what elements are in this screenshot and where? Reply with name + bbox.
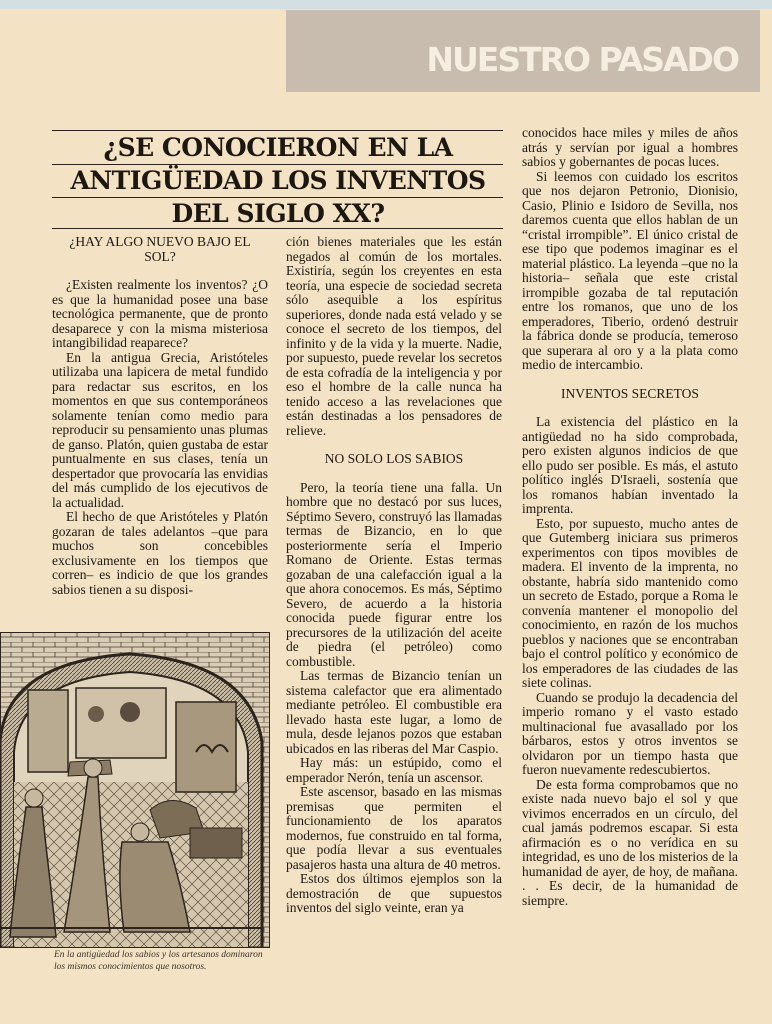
column-1-subhead: ¿HAY ALGO NUEVO BAJO EL SOL? [69,235,251,264]
column-1-paragraph: ¿Existen realmente los inventos? ¿O es que la humanidad posee una base tecnológica permanente, que de pronto desaparece y con la misma misteriosa intangibilidad reaparece? [52,277,268,350]
column-3 [522,126,738,986]
column-3-paragraph: Si leemos con cuidado los escritos que nos dejaron Petronio, Dionisio, Casio, Plinio e Isidoro de Sevilla, nos daremos cuenta que ellos hablan de un “cristal irrompible”. El único cristal de ese tipo que podemos imaginar es el material plástico. La leyenda –que no la historia– señala que este cristal irrompible gozaba de tal reputación entre los romanos, que uno de los emperadores, Tiberio, ordenó destruir la fábrica donde se producía, temeroso que superara al oro y a la plata como medio de intercambio. [522,168,738,372]
column-2-paragraph: Este ascensor, basado en las mismas premisas que permiten el funcionamiento de los aparatos modernos, fue construido en tal forma, que podía llevar a sus eventuales pasajeros hasta una altura de 40 metros. [286,784,502,872]
section-band [286,10,760,92]
headline-line-1: ¿SE CONOCIERON EN LA [103,133,453,162]
column-2-paragraph: Pero, la teoría tiene una falla. Un hombre que no destacó por sus luces, Séptimo Severo, construyó las llamadas termas de Bizancio, en lo que posteriormente sería el Imperio Romano de Oriente. Estas termas gozaban de una calefacción igual a la que ahora conocemos. Es más, Séptimo Severo, de acuerdo a la historia conocida puede figurar entre los precursores de la utilización del aceite de piedra (el petróleo) como combustible. [286,479,502,669]
column-2-paragraph: Estos dos últimos ejemplos son la demostración de que supuestos inventos del siglo veinte, eran ya [286,871,502,915]
section-title: NUESTRO PASADO [426,40,738,79]
illustration-caption: En la antigüedad los sabios y los artesanos dominaron los mismos conocimientos que nosotros. [54,950,263,972]
column-1-paragraph: El hecho de que Aristóteles y Platón gozaran de tales adelantos –que para muchos son concebibles exclusivamente en los tiempos que corren– es indicio de que los grandes sabios tienen a su disposi- [52,509,268,597]
headline-line-2: ANTIGÜEDAD LOS INVENTOS [70,166,486,195]
column-1 [52,235,268,632]
column-3-paragraph: La existencia del plástico en la antigüedad no ha sido comprobada, pero existen algunos indicios de que ello pudo ser posible. Es más, el astuto político inglés D'Israeli, sostenía que los romanos habían inventado la imprenta. [522,414,738,516]
column-2-subhead: NO SOLO LOS SABIOS [324,451,464,466]
headline-line-3: DEL SIGLO XX? [171,199,385,228]
column-3-paragraph: De esta forma comprobamos que no existe nada nuevo bajo el sol y que vivimos encerrados en un círculo, del cual jamás podremos escapar. Si esta afirmación es o no verídica en su integridad, es uno de los misterios de la humanidad de ayer, de hoy, de mañana. . . Es decir, de la humanidad de siempre. [522,776,738,908]
column-2 [286,235,502,987]
column-2-paragraph: Las termas de Bizancio tenían un sistema calefactor que era alimentado mediante petróleo. El combustible era llevado hasta este lugar, a lomo de mula, desde lejanos pozos que estaban ubicados en las riberas del Mar Caspio. [286,668,502,756]
article-headline [48,131,508,230]
column-3-paragraph: conocidos hace miles y miles de años atrás y servían por igual a hombres sabios y gobernantes de pocas luces. [522,126,738,169]
column-2-intro: ción bienes materiales que les están negados al común de los mortales. Existiría, según los creyentes en esta teoría, una especie de sociedad secreta sólo asequible a los espíritus superiores, donde nada está velado y se conoce el secreto de los tiempos, del infinito y de la vida y la muerte. Nadie, por supuesto, puede revelar los secretos de esta cofradía de la inteligencia y por eso el hombre de la calle nunca ha tenido acceso a las revelaciones que están destinadas a los pensadores de relieve. [286,235,502,438]
column-3-paragraph: Esto, por supuesto, mucho antes de que Gutemberg iniciara sus primeros experimentos con tipos movibles de madera. El invento de la imprenta, no obstante, habría sido mantenido como un secreto de Estado, porque a Roma le convenía mantener el monopolio del conocimiento, en razón de los muchos pueblos y naciones que se encontraban bajo el control político y económico de los emperadores de las ciudades de las siete colinas. [522,515,738,690]
page-top-edge [0,0,772,9]
column-3-subhead: INVENTOS SECRETOS [561,385,699,401]
column-1-paragraph: En la antigua Grecia, Aristóteles utilizaba una lapicera de metal fundido para redactar sus escritos, en los momentos en que sus contemporáneos solamente tenían como medio para reproducir su pensamiento unas plumas de ganso. Platón, quien gustaba de estar puntualmente en sus clases, tenía un despertador que provocaría las envidias del más cumplido de los ejecutivos de la actualidad. [52,349,268,510]
column-3-paragraph: Cuando se produjo la decadencia del imperio romano y el vasto estado multinacional fue avasallado por los bárbaros, estos y otros inventos se olvidaron por un tiempo hasta que fueron nuevamente redescubiertos. [522,689,738,777]
column-2-paragraph: Hay más: un estúpido, como el emperador Nerón, tenía un ascensor. [286,755,502,785]
engraving-illustration [0,632,270,948]
